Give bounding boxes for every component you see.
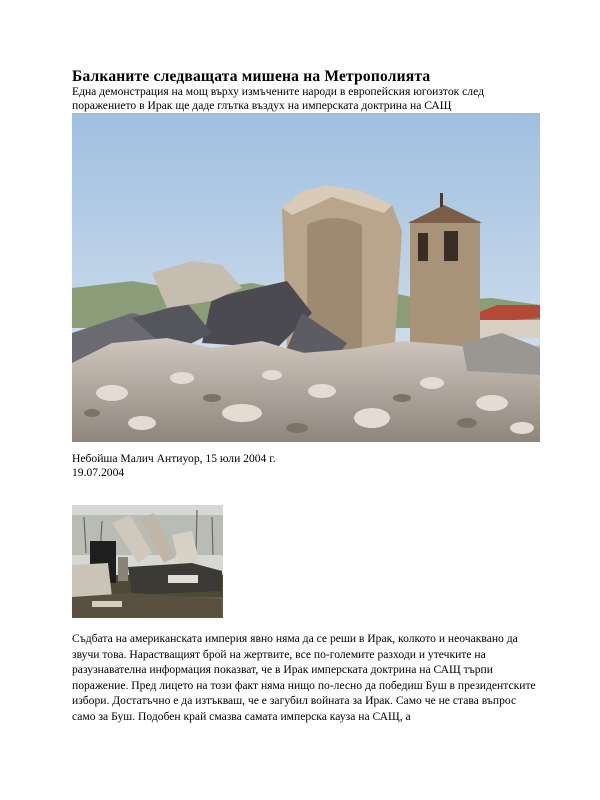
article-title: Балканите следващата мишена на Метрополията — [72, 68, 431, 85]
article-subtitle: Една демонстрация на мощ върху измъчените народи в европейския югоизток след поражението в Ирак ще даде глътка въздух на имперската доктрина на САЩ — [72, 85, 484, 112]
article-byline — [72, 452, 276, 480]
ruined-monument-photo — [72, 505, 223, 618]
destroyed-church-photo — [72, 113, 540, 442]
author-line: Небойша Малич Антиуор, 15 юли 2004 г. — [72, 452, 276, 465]
article-body: Съдбата на американската империя явно няма да се реши в Ирак, колкото и неочаквано да звучи това. Нарастващият брой на жертвите, все по-големите разходи и утечките на разузнавателна информация показват, че в Ирак имперската доктрина на САЩ търпи поражение. Пред лицето на този факт няма нищо по-лесно да победиш Буш в президентските избори. Достатъчно е да изтъкваш, че е загубил войната за Ирак. Само че не става въпрос само за Буш. Подобен край смазва самата имперска кауза на САЩ, а — [72, 632, 536, 723]
publish-date: 19.07.2004 — [72, 466, 125, 479]
